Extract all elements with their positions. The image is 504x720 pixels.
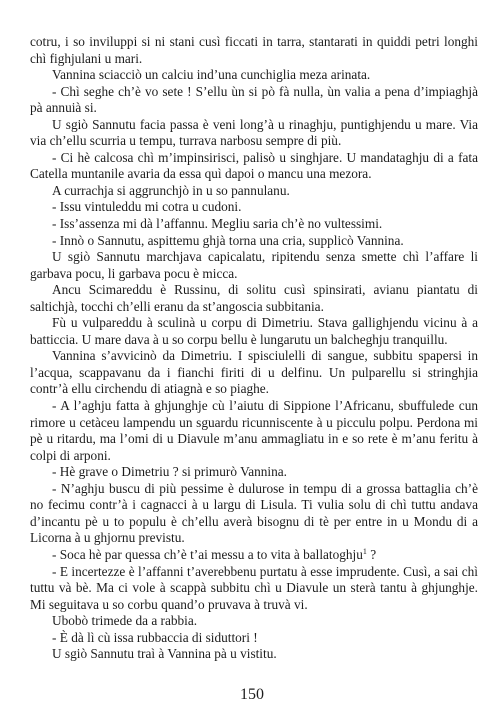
paragraph: U sgiò Sannutu traì à Vannina pà u vistitu.: [52, 646, 277, 662]
paragraph: Vannina sciacciò un calciu ind’una cunchiglia meza arinata.: [52, 67, 371, 83]
paragraph: - Chì seghe ch’è vo sete ! S’ellu ùn si pò fà nulla, ùn valia a pena d’impiaghjà pà annuià si.: [30, 83, 478, 116]
paragraph: Ancu Scimareddu è Russinu, di solitu cusì spinsirati, avianu piantatu di saltichjà, tocchi ch’elli eranu da st’angoscia subbitania.: [30, 282, 478, 314]
paragraph: - Hè grave o Dimetriu ? si primurò Vannina.: [52, 464, 287, 480]
paragraph: A currachja si aggrunchjò in u so pannulanu.: [52, 182, 290, 198]
paragraph: Vannina s’avvicinò da Dimetriu. I spisciulelli di sangue, subbitu spapersi in l’acqua, scappavanu da i fianchi firiti di u delfinu. Un pulparellu si stringhjia contr’à ellu circhendu di atiagnà e so piaghe.: [30, 348, 478, 397]
paragraph: - Issu vintuleddu mi cotra u cudoni.: [52, 199, 242, 215]
paragraph: - Ci hè calcosa chì m’impinsirisci, palisò u singhjare. U mandataghju di a fata Catella muntanile avaria da essa quì dapoi o mancu una mezora.: [30, 149, 478, 182]
paragraph-tail: ?: [366, 546, 377, 562]
paragraph: [30, 547, 478, 564]
paragraph: - È dà lì cù issa rubbaccia di siduttori !: [52, 629, 258, 645]
paragraph: - E incertezze è l’affanni t’averebbenu purtatu à esse imprudente. Cusì, a sai chì tuttu và bè. Ma ci vole à scappà subbitu chì u Diavule un sterà tantu à ghjunghje. Mi seguitava u so corbu quand’o pruvava à truvà vi.: [30, 563, 478, 612]
paragraph-text: - Soca hè par quessa ch’è t’ai messu a to vita à ballatoghju: [52, 546, 363, 562]
paragraph: cotru, i so inviluppi si ni stani cusì ficcati in tarra, stantarati in quiddi petri longhi chì fighjulani u mari.: [30, 34, 478, 66]
page-body: [30, 34, 478, 663]
footnote-marker[interactable]: 1: [362, 546, 367, 556]
paragraph: - N’aghju buscu di più pessime è dulurose in tempu di a grossa battaglia ch’è no fecimu contr’à i cagnacci à u largu di Lisula. Ti vulia solu di chì tuttu andava d’incantu pè u to populu è ch’ellu averà bisognu di tè per entre in u Mondu di a Licorna à u ghjornu previstu.: [30, 480, 478, 546]
paragraph: - A l’aghju fatta à ghjunghje cù l’aiutu di Sippione l’Africanu, sbuffulede cun rimore u cetàceu lampendu un sguardu ricunniscente à u picculu polpu. Perdona mi pè u ritardu, ma l’omi di u Diavule m’anu ammagliatu in e so rete è m’anu feritu à colpi di arponi.: [30, 398, 478, 463]
paragraph: - Iss’assenza mi dà l’affannu. Megliu saria ch’è no vultessimi.: [52, 216, 383, 232]
paragraph: U sgiò Sannutu marchjava capicalatu, ripitendu senza smette chì l’affare li garbava pocu, li garbava pocu è micca.: [30, 249, 478, 281]
paragraph: U sgiò Sannutu facia passa è veni long’à u rinaghju, puntighjendu u mare. Via via ch’ellu scurria u tempu, turrava narbosu sempre di più.: [30, 116, 478, 149]
paragraph: Ubobò trimede da a rabbia.: [52, 613, 198, 629]
paragraph: - Innò o Sannutu, aspittemu ghjà torna una cria, supplicò Vannina.: [52, 232, 404, 248]
page-number: 150: [240, 686, 264, 703]
paragraph: Fù u vulpareddu à sculinà u corpu di Dimetriu. Stava gallighjendu vicinu à a batticcia. U mare dava à u so corpu bellu è lungarutu un balcheghju tranquillu.: [30, 315, 478, 347]
